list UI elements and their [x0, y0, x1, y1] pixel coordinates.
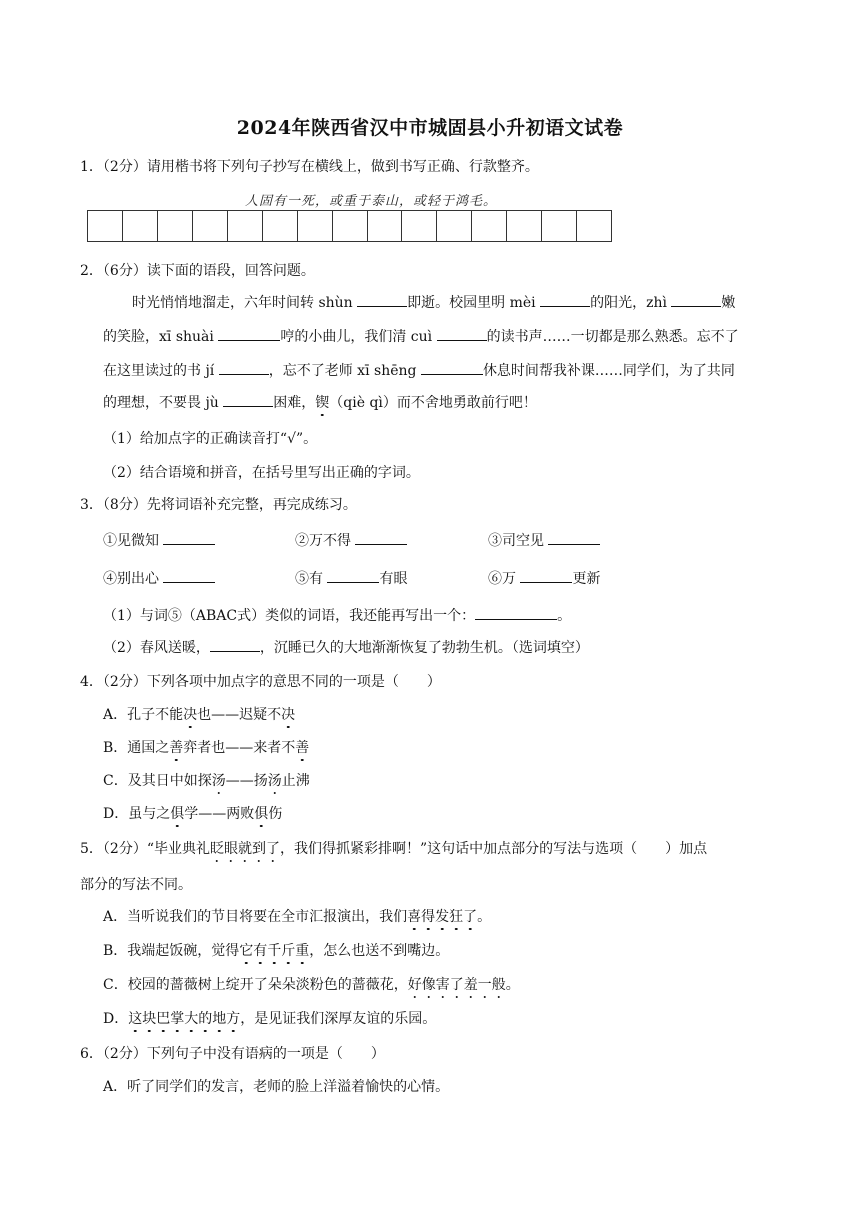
q5-stem-line-1: 5．（2分）“毕业典礼眨眼就到了，我们得抓紧彩排啊！”这句话中加点部分的写法与选项（ ）加点	[80, 841, 708, 857]
q2-stem: 2．（6分）读下面的语段，回答问题。	[80, 263, 315, 279]
blank[interactable]	[437, 326, 487, 341]
q5-stem-line-2: 部分的写法不同。	[80, 877, 192, 893]
blank[interactable]	[355, 530, 407, 545]
q4-option-d[interactable]: D．虽与之俱学——两败俱伤	[103, 806, 283, 822]
q5-option-a[interactable]: A．当听说我们的节目将要在全市汇报演出，我们喜得发狂了。	[103, 909, 492, 925]
blank[interactable]	[219, 360, 269, 375]
blank[interactable]	[548, 530, 600, 545]
page-title: 2024年陕西省汉中市城固县小升初语文试卷	[236, 117, 624, 139]
q2-paragraph-line-1: 时光悄悄地溜走，六年时间转 shùn 即逝。校园里明 mèi 的阳光，zhì 嫩	[132, 292, 735, 312]
blank[interactable]	[520, 568, 572, 583]
blank[interactable]	[327, 568, 379, 583]
writing-grid[interactable]	[87, 210, 612, 242]
blank[interactable]	[218, 326, 280, 341]
q2-paragraph-line-4: 的理想，不要畏 jù 困难，锲（qiè qì）而不舍地勇敢前行吧！	[103, 392, 537, 412]
q3-stem: 3．（8分）先将词语补充完整，再完成练习。	[80, 497, 357, 513]
q5-option-c[interactable]: C．校园的蔷薇树上绽开了朵朵淡粉色的蔷薇花，好像害了羞一般。	[103, 977, 520, 993]
q1-stem: 1．（2分）请用楷书将下列句子抄写在横线上，做到书写正确、行款整齐。	[80, 159, 539, 175]
handwriting-sample: 人固有一死，或重于泰山，或轻于鸿毛。	[245, 194, 498, 209]
q4-option-b[interactable]: B．通国之善弈者也——来者不善	[103, 740, 310, 756]
blank[interactable]	[357, 292, 407, 307]
q3-item-4: ④别出心	[103, 568, 215, 588]
q3-item-3: ③司空见	[488, 530, 600, 550]
blank[interactable]	[671, 292, 721, 307]
blank[interactable]	[210, 637, 260, 652]
blank[interactable]	[421, 360, 483, 375]
q3-item-6: ⑥万 更新	[488, 568, 600, 588]
q2-sub-2: （2）结合语境和拼音，在括号里写出正确的字词。	[103, 465, 420, 481]
q3-item-5: ⑤有 有眼	[295, 568, 407, 588]
q2-paragraph-line-3: 在这里读过的书 jí ，忘不了老师 xī shēng 休息时间帮我补课……同学们，为了共同	[103, 360, 735, 380]
q2-sub-1: （1）给加点字的正确读音打“√”。	[103, 431, 318, 447]
q3-item-2: ②万不得	[295, 530, 407, 550]
q6-stem: 6．（2分）下列句子中没有语病的一项是（ ）	[80, 1046, 385, 1062]
q4-stem: 4．（2分）下列各项中加点字的意思不同的一项是（ ）	[80, 674, 441, 690]
blank[interactable]	[163, 530, 215, 545]
q5-option-d[interactable]: D．这块巴掌大的地方，是见证我们深厚友谊的乐园。	[103, 1011, 437, 1027]
q4-option-a[interactable]: A．孔子不能决也——迟疑不决	[103, 707, 296, 723]
q6-option-a[interactable]: A．听了同学们的发言，老师的脸上洋溢着愉快的心情。	[103, 1079, 450, 1095]
blank[interactable]	[163, 568, 215, 583]
q3-sub-2: （2）春风送暖， ，沉睡已久的大地渐渐恢复了勃勃生机。（选词填空）	[103, 637, 589, 657]
q3-item-1: ①见微知	[103, 530, 215, 550]
q4-option-c[interactable]: C．及其日中如探汤——扬汤止沸	[103, 773, 310, 789]
blank[interactable]	[475, 605, 557, 620]
blank[interactable]	[223, 392, 273, 407]
q3-sub-1: （1）与词⑤（ABAC式）类似的词语，我还能再写出一个： 。	[103, 605, 571, 625]
q2-paragraph-line-2: 的笑脸，xī shuài 哼的小曲儿，我们清 cuì 的读书声……一切都是那么熟悉。忘不了	[103, 326, 739, 346]
q5-option-b[interactable]: B．我端起饭碗，觉得它有千斤重，怎么也送不到嘴边。	[103, 943, 450, 959]
blank[interactable]	[540, 292, 590, 307]
